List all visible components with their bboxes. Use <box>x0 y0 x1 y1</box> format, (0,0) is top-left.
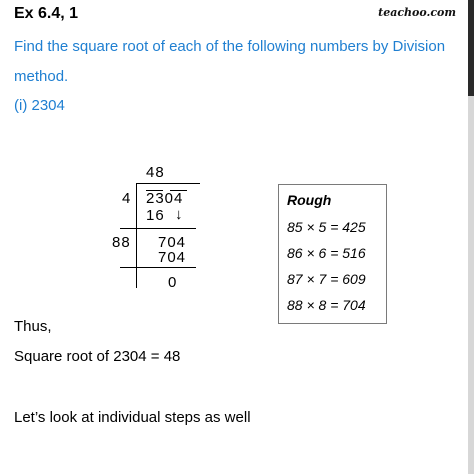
question-line-1: Find the square root of each of the following numbers by Division <box>14 38 446 55</box>
down-arrow-icon: ↓ <box>175 206 184 223</box>
answer-line: Square root of 2304 = 48 <box>14 348 181 365</box>
subtract-2: 704 <box>158 249 187 266</box>
dividend: 2304 <box>146 190 184 207</box>
question-line-2: method. <box>14 68 69 85</box>
remainder-1: 704 <box>158 234 187 251</box>
exercise-title: Ex 6.4, 1 <box>14 5 79 22</box>
brand-logo: teachoo.com <box>378 6 456 19</box>
quotient-line <box>136 183 200 184</box>
rough-line: 87 × 7 = 609 <box>287 271 366 287</box>
steps-line: Let’s look at individual steps as well <box>14 409 251 426</box>
rough-work-box <box>278 184 387 324</box>
step-line-1 <box>120 228 196 229</box>
step-line-2 <box>120 267 196 268</box>
scrollbar-thumb[interactable] <box>468 0 474 96</box>
thus-label: Thus, <box>14 318 52 335</box>
divisor-1: 4 <box>122 190 132 207</box>
question-part: (i) 2304 <box>14 97 65 114</box>
rough-line: 85 × 5 = 425 <box>287 219 366 235</box>
rough-line: 86 × 6 = 516 <box>287 245 366 261</box>
quotient: 48 <box>146 164 165 181</box>
final-remainder: 0 <box>168 274 178 291</box>
subtract-1: 16 <box>146 207 165 224</box>
division-bar <box>136 183 137 288</box>
rough-title: Rough <box>287 192 332 208</box>
divisor-2: 88 <box>112 234 131 251</box>
rough-line: 88 × 8 = 704 <box>287 297 366 313</box>
